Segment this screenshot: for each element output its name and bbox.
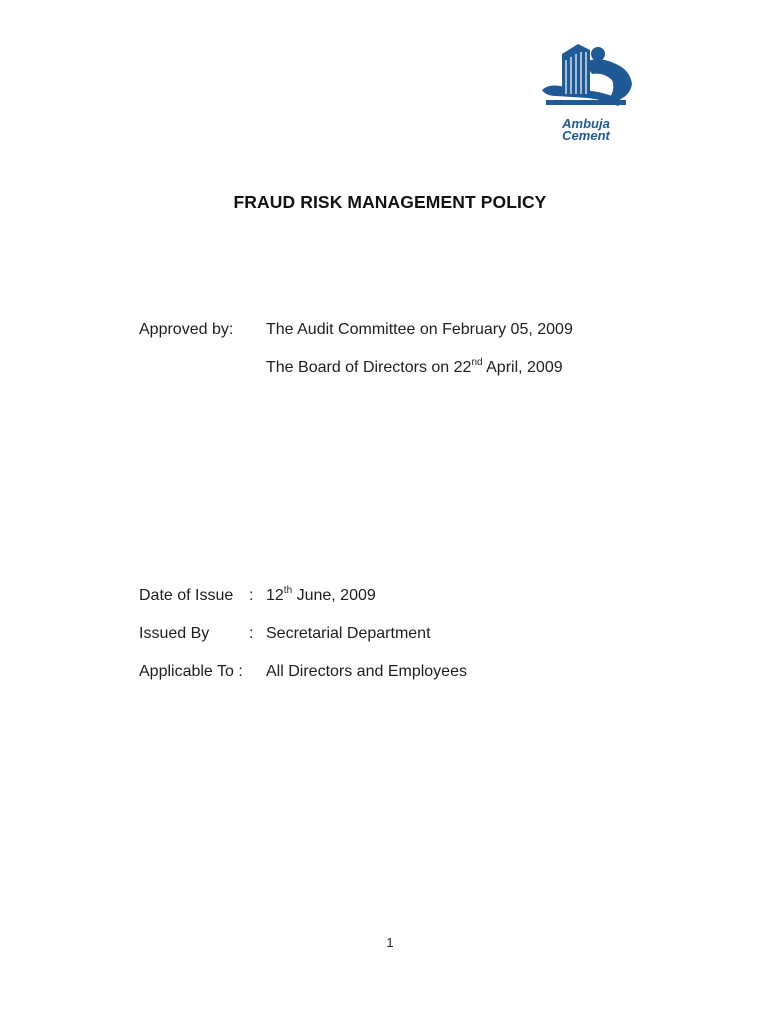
approval-line-board [266,356,563,377]
approval-line-board-sup: nd [471,356,483,368]
issued-by-label: Issued By [139,625,210,642]
date-of-issue-label: Date of Issue [139,587,234,604]
issued-by-colon: : [249,625,254,642]
approval-line-board-prefix: The Board of Directors on 22 [266,359,472,376]
date-of-issue-colon: : [249,587,254,604]
date-of-issue-prefix: 12 [266,587,284,604]
date-of-issue-sup: th [283,584,293,596]
page-number: 1 [386,935,394,950]
approval-line-board-suffix: April, 2009 [482,359,563,376]
document-title: FRAUD RISK MANAGEMENT POLICY [233,192,547,212]
logo-text-line1: Ambuja [562,116,610,131]
applicable-to-label: Applicable To : [139,663,243,680]
issued-by-value: Secretarial Department [266,625,431,642]
ambuja-cement-logo [538,40,638,144]
date-of-issue-suffix: June, 2009 [292,587,376,604]
date-of-issue-value [266,584,376,605]
applicable-to-value: All Directors and Employees [266,663,467,680]
logo-text-line2: Cement [562,128,610,143]
approval-line-audit-committee: The Audit Committee on February 05, 2009 [266,321,573,338]
approved-by-label: Approved by: [139,321,234,338]
